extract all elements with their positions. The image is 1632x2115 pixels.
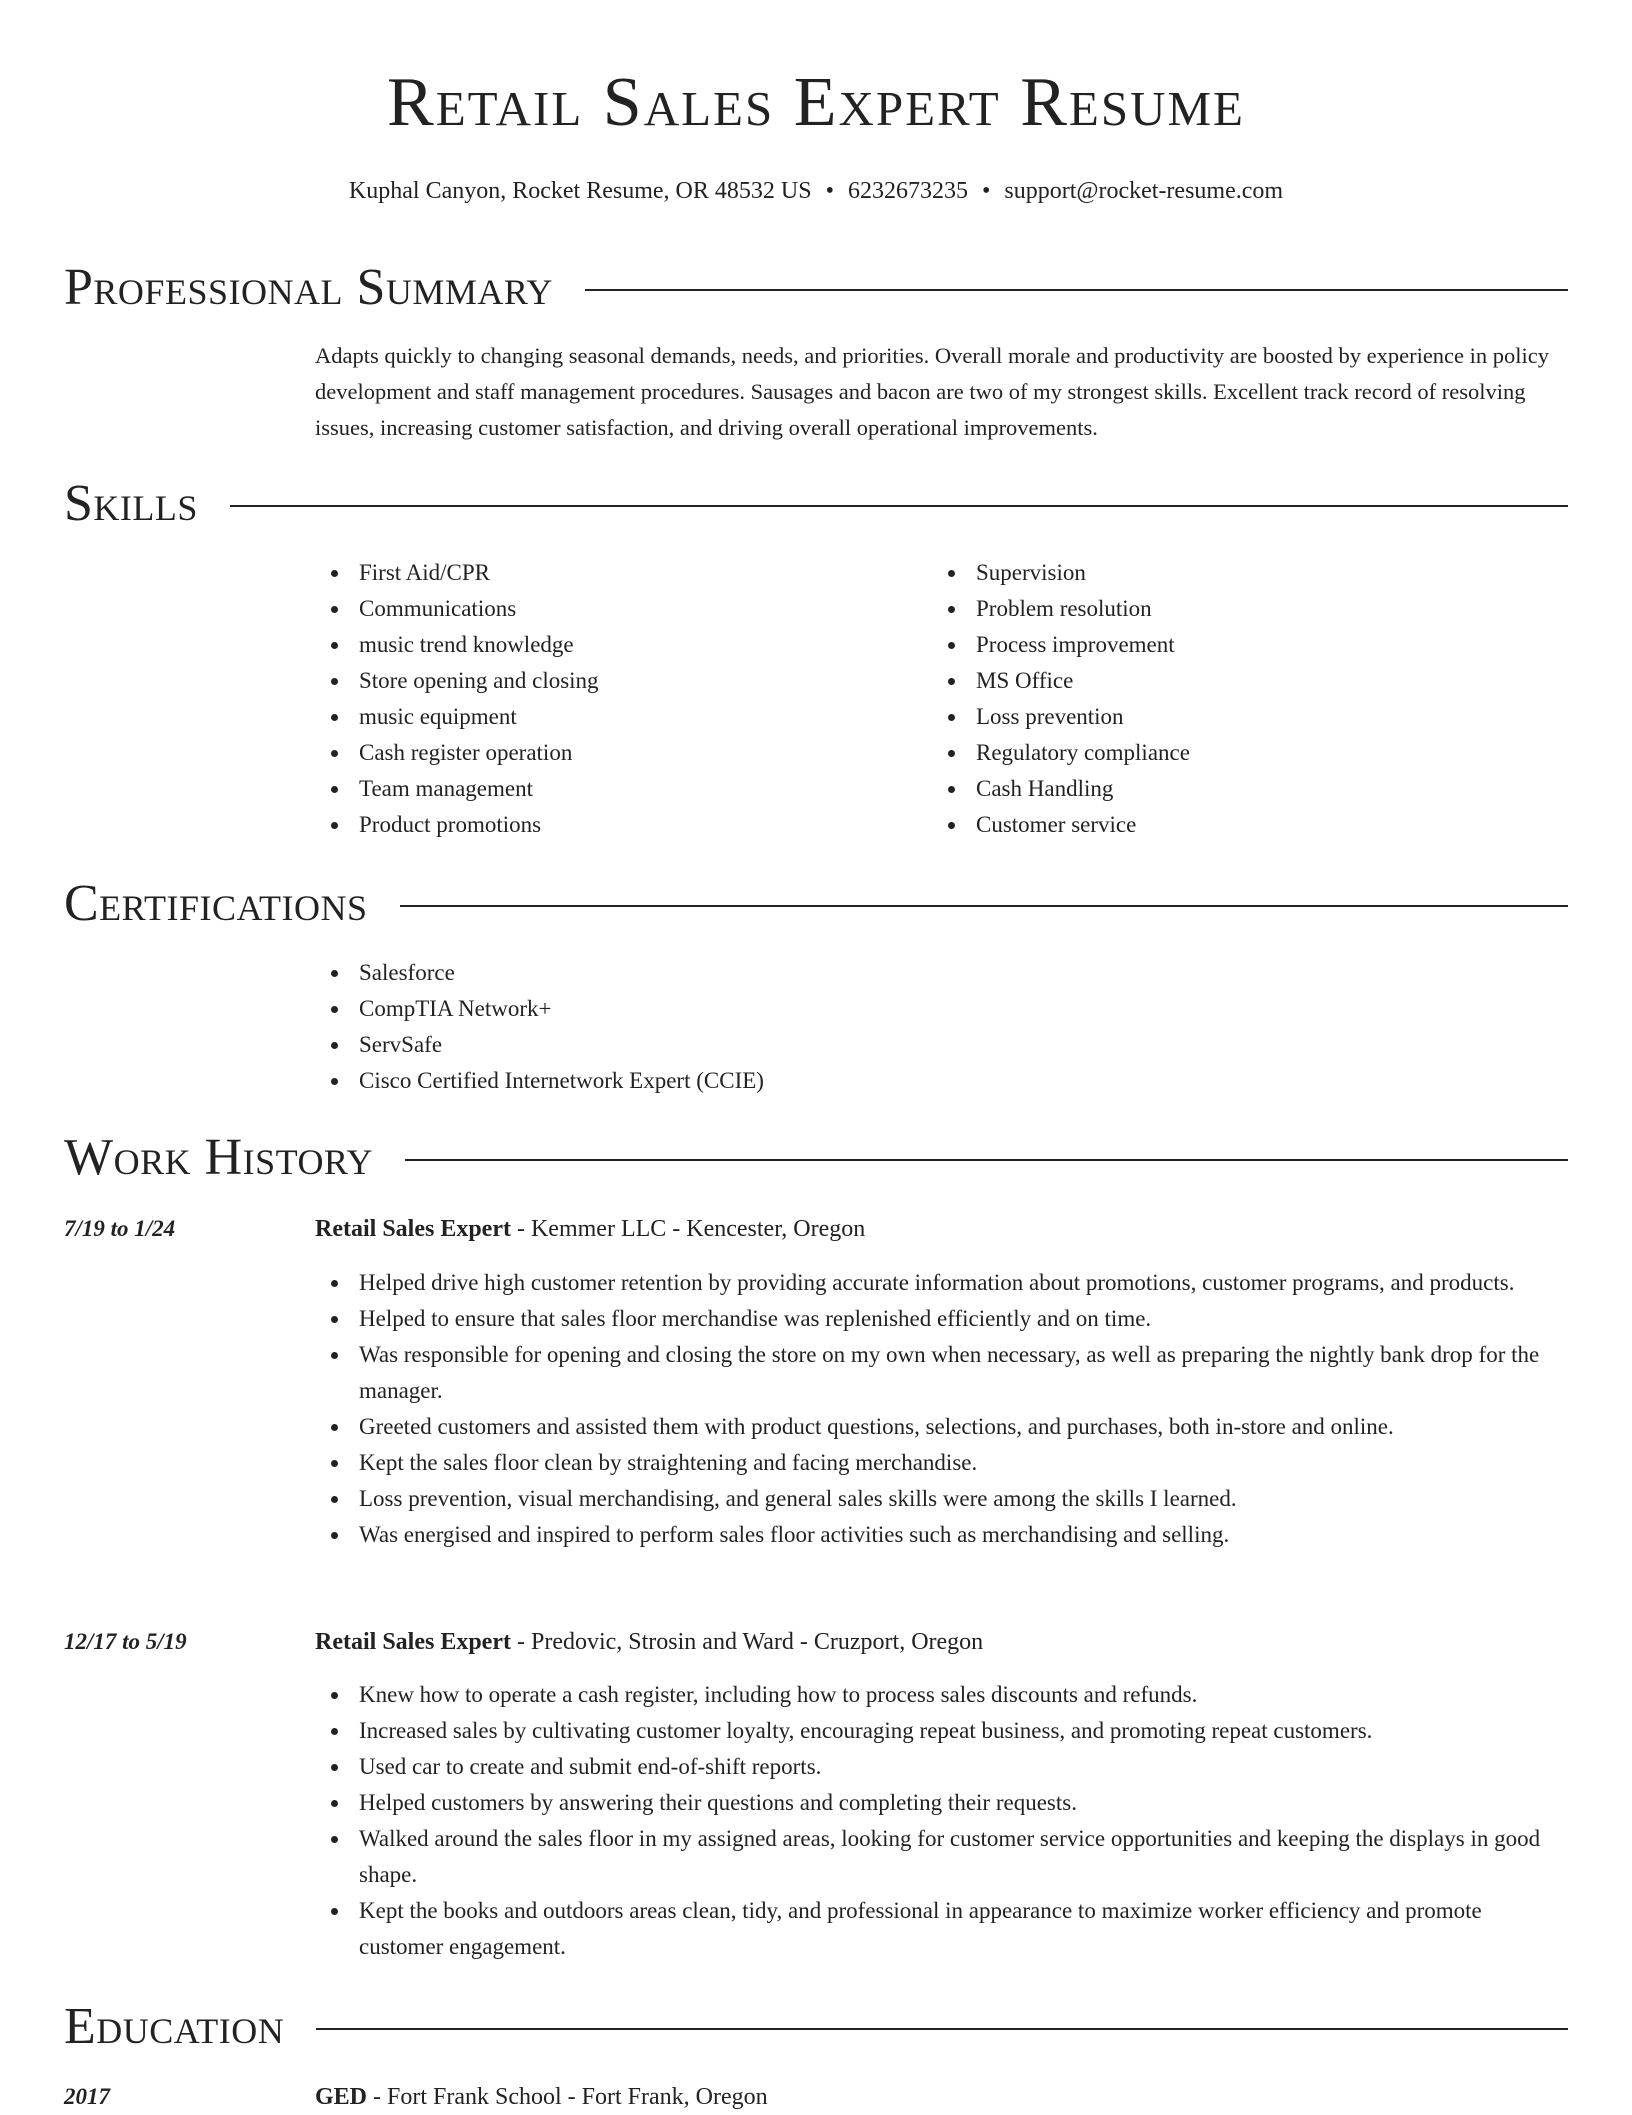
certification-item: Salesforce bbox=[315, 955, 1568, 991]
education-line bbox=[315, 2079, 768, 2115]
certification-item: Cisco Certified Internetwork Expert (CCIE) bbox=[315, 1063, 1568, 1099]
skill-item: Cash register operation bbox=[315, 735, 895, 771]
certification-item: CompTIA Network+ bbox=[315, 991, 1568, 1027]
job-bullet-list bbox=[315, 1677, 1568, 1965]
contact-address: Kuphal Canyon, Rocket Resume, OR 48532 US bbox=[348, 178, 812, 204]
job-bullet: Kept the books and outdoors areas clean, tidy, and professional in appearance to maximize worker efficiency and promote customer engagement. bbox=[315, 1893, 1568, 1965]
skill-item: Problem resolution bbox=[932, 591, 1512, 627]
job-title-line bbox=[315, 1211, 865, 1247]
skill-item: music equipment bbox=[315, 699, 895, 735]
skill-item: First Aid/CPR bbox=[315, 555, 895, 591]
contact-phone: 6232673235 bbox=[847, 178, 968, 204]
contact-line bbox=[64, 174, 1568, 208]
certifications-list bbox=[315, 955, 1568, 1099]
summary-heading: Professional Summary bbox=[64, 259, 553, 316]
skill-item: Loss prevention bbox=[932, 699, 1512, 735]
skills-left-column bbox=[315, 555, 895, 843]
job-bullet: Used car to create and submit end-of-shift reports. bbox=[315, 1749, 1568, 1785]
work-history-section-header bbox=[64, 1127, 1568, 1189]
job-dates: 7/19 to 1/24 bbox=[64, 1216, 176, 1241]
section-divider bbox=[230, 505, 1568, 507]
skill-item: Process improvement bbox=[932, 627, 1512, 663]
skills-section-header bbox=[64, 473, 1568, 535]
summary-section-header bbox=[64, 257, 1568, 319]
skill-item: Supervision bbox=[932, 555, 1512, 591]
section-divider bbox=[400, 905, 1568, 907]
section-divider bbox=[405, 1159, 1568, 1161]
skill-item: Product promotions bbox=[315, 807, 895, 843]
resume-title: Retail Sales Expert Resume bbox=[387, 64, 1245, 141]
job-bullet: Was energised and inspired to perform sales floor activities such as merchandising and selling. bbox=[315, 1517, 1568, 1553]
contact-email: support@rocket-resume.com bbox=[1004, 178, 1284, 204]
certification-item: ServSafe bbox=[315, 1027, 1568, 1063]
skills-heading: Skills bbox=[64, 475, 198, 532]
job-bullet: Walked around the sales floor in my assigned areas, looking for customer service opportunities and keeping the displays in good shape. bbox=[315, 1821, 1568, 1893]
job-bullet: Increased sales by cultivating customer loyalty, encouraging repeat business, and promoting repeat customers. bbox=[315, 1713, 1568, 1749]
certifications-section-header bbox=[64, 873, 1568, 935]
work-history-heading: Work History bbox=[64, 1129, 374, 1186]
summary-text: Adapts quickly to changing seasonal demands, needs, and priorities. Overall morale and productivity are boosted by experience in policy development and staff management procedures. Sausages and bacon are two of my strongest skills. Excellent track record of resolving issues, increasing customer satisfaction, and driving overall operational improvements. bbox=[315, 343, 1550, 440]
education-heading: Education bbox=[64, 1998, 285, 2055]
education-section-header bbox=[64, 1996, 1568, 2058]
job-bullet: Was responsible for opening and closing the store on my own when necessary, as well as preparing the nightly bank drop for the manager. bbox=[315, 1337, 1568, 1409]
job-bullet: Helped customers by answering their questions and completing their requests. bbox=[315, 1785, 1568, 1821]
certifications-heading: Certifications bbox=[64, 875, 368, 932]
skill-item: Regulatory compliance bbox=[932, 735, 1512, 771]
job-bullet: Loss prevention, visual merchandising, and general sales skills were among the skills I learned. bbox=[315, 1481, 1568, 1517]
contact-separator: • bbox=[825, 178, 834, 204]
job-employer: - Predovic, Strosin and Ward - Cruzport, Oregon bbox=[510, 1629, 984, 1655]
job-bullet-list bbox=[315, 1265, 1568, 1553]
contact-separator: • bbox=[981, 178, 991, 204]
section-divider bbox=[316, 2028, 1568, 2030]
job-bullet: Helped to ensure that sales floor merchandise was replenished efficiently and on time. bbox=[315, 1301, 1568, 1337]
job-role: Retail Sales Expert bbox=[315, 1629, 511, 1655]
education-school: - Fort Frank School - Fort Frank, Oregon bbox=[367, 2084, 768, 2110]
job-title-line bbox=[315, 1624, 983, 1660]
section-divider bbox=[585, 289, 1568, 291]
skill-item: music trend knowledge bbox=[315, 627, 895, 663]
skill-item: Store opening and closing bbox=[315, 663, 895, 699]
skill-item: Customer service bbox=[932, 807, 1512, 843]
skill-item: Team management bbox=[315, 771, 895, 807]
education-year: 2017 bbox=[64, 2084, 110, 2109]
skill-item: MS Office bbox=[932, 663, 1512, 699]
education-degree: GED bbox=[315, 2084, 368, 2110]
job-bullet: Kept the sales floor clean by straightening and facing merchandise. bbox=[315, 1445, 1568, 1481]
job-employer: - Kemmer LLC - Kencester, Oregon bbox=[510, 1216, 866, 1242]
job-role: Retail Sales Expert bbox=[315, 1216, 511, 1242]
job-bullet: Greeted customers and assisted them with product questions, selections, and purchases, both in-store and online. bbox=[315, 1409, 1568, 1445]
skill-item: Communications bbox=[315, 591, 895, 627]
job-bullet: Knew how to operate a cash register, including how to process sales discounts and refunds. bbox=[315, 1677, 1568, 1713]
job-bullet: Helped drive high customer retention by providing accurate information about promotions, customer programs, and products. bbox=[315, 1265, 1568, 1301]
skill-item: Cash Handling bbox=[932, 771, 1512, 807]
skills-right-column bbox=[932, 555, 1512, 843]
job-dates: 12/17 to 5/19 bbox=[64, 1629, 187, 1654]
